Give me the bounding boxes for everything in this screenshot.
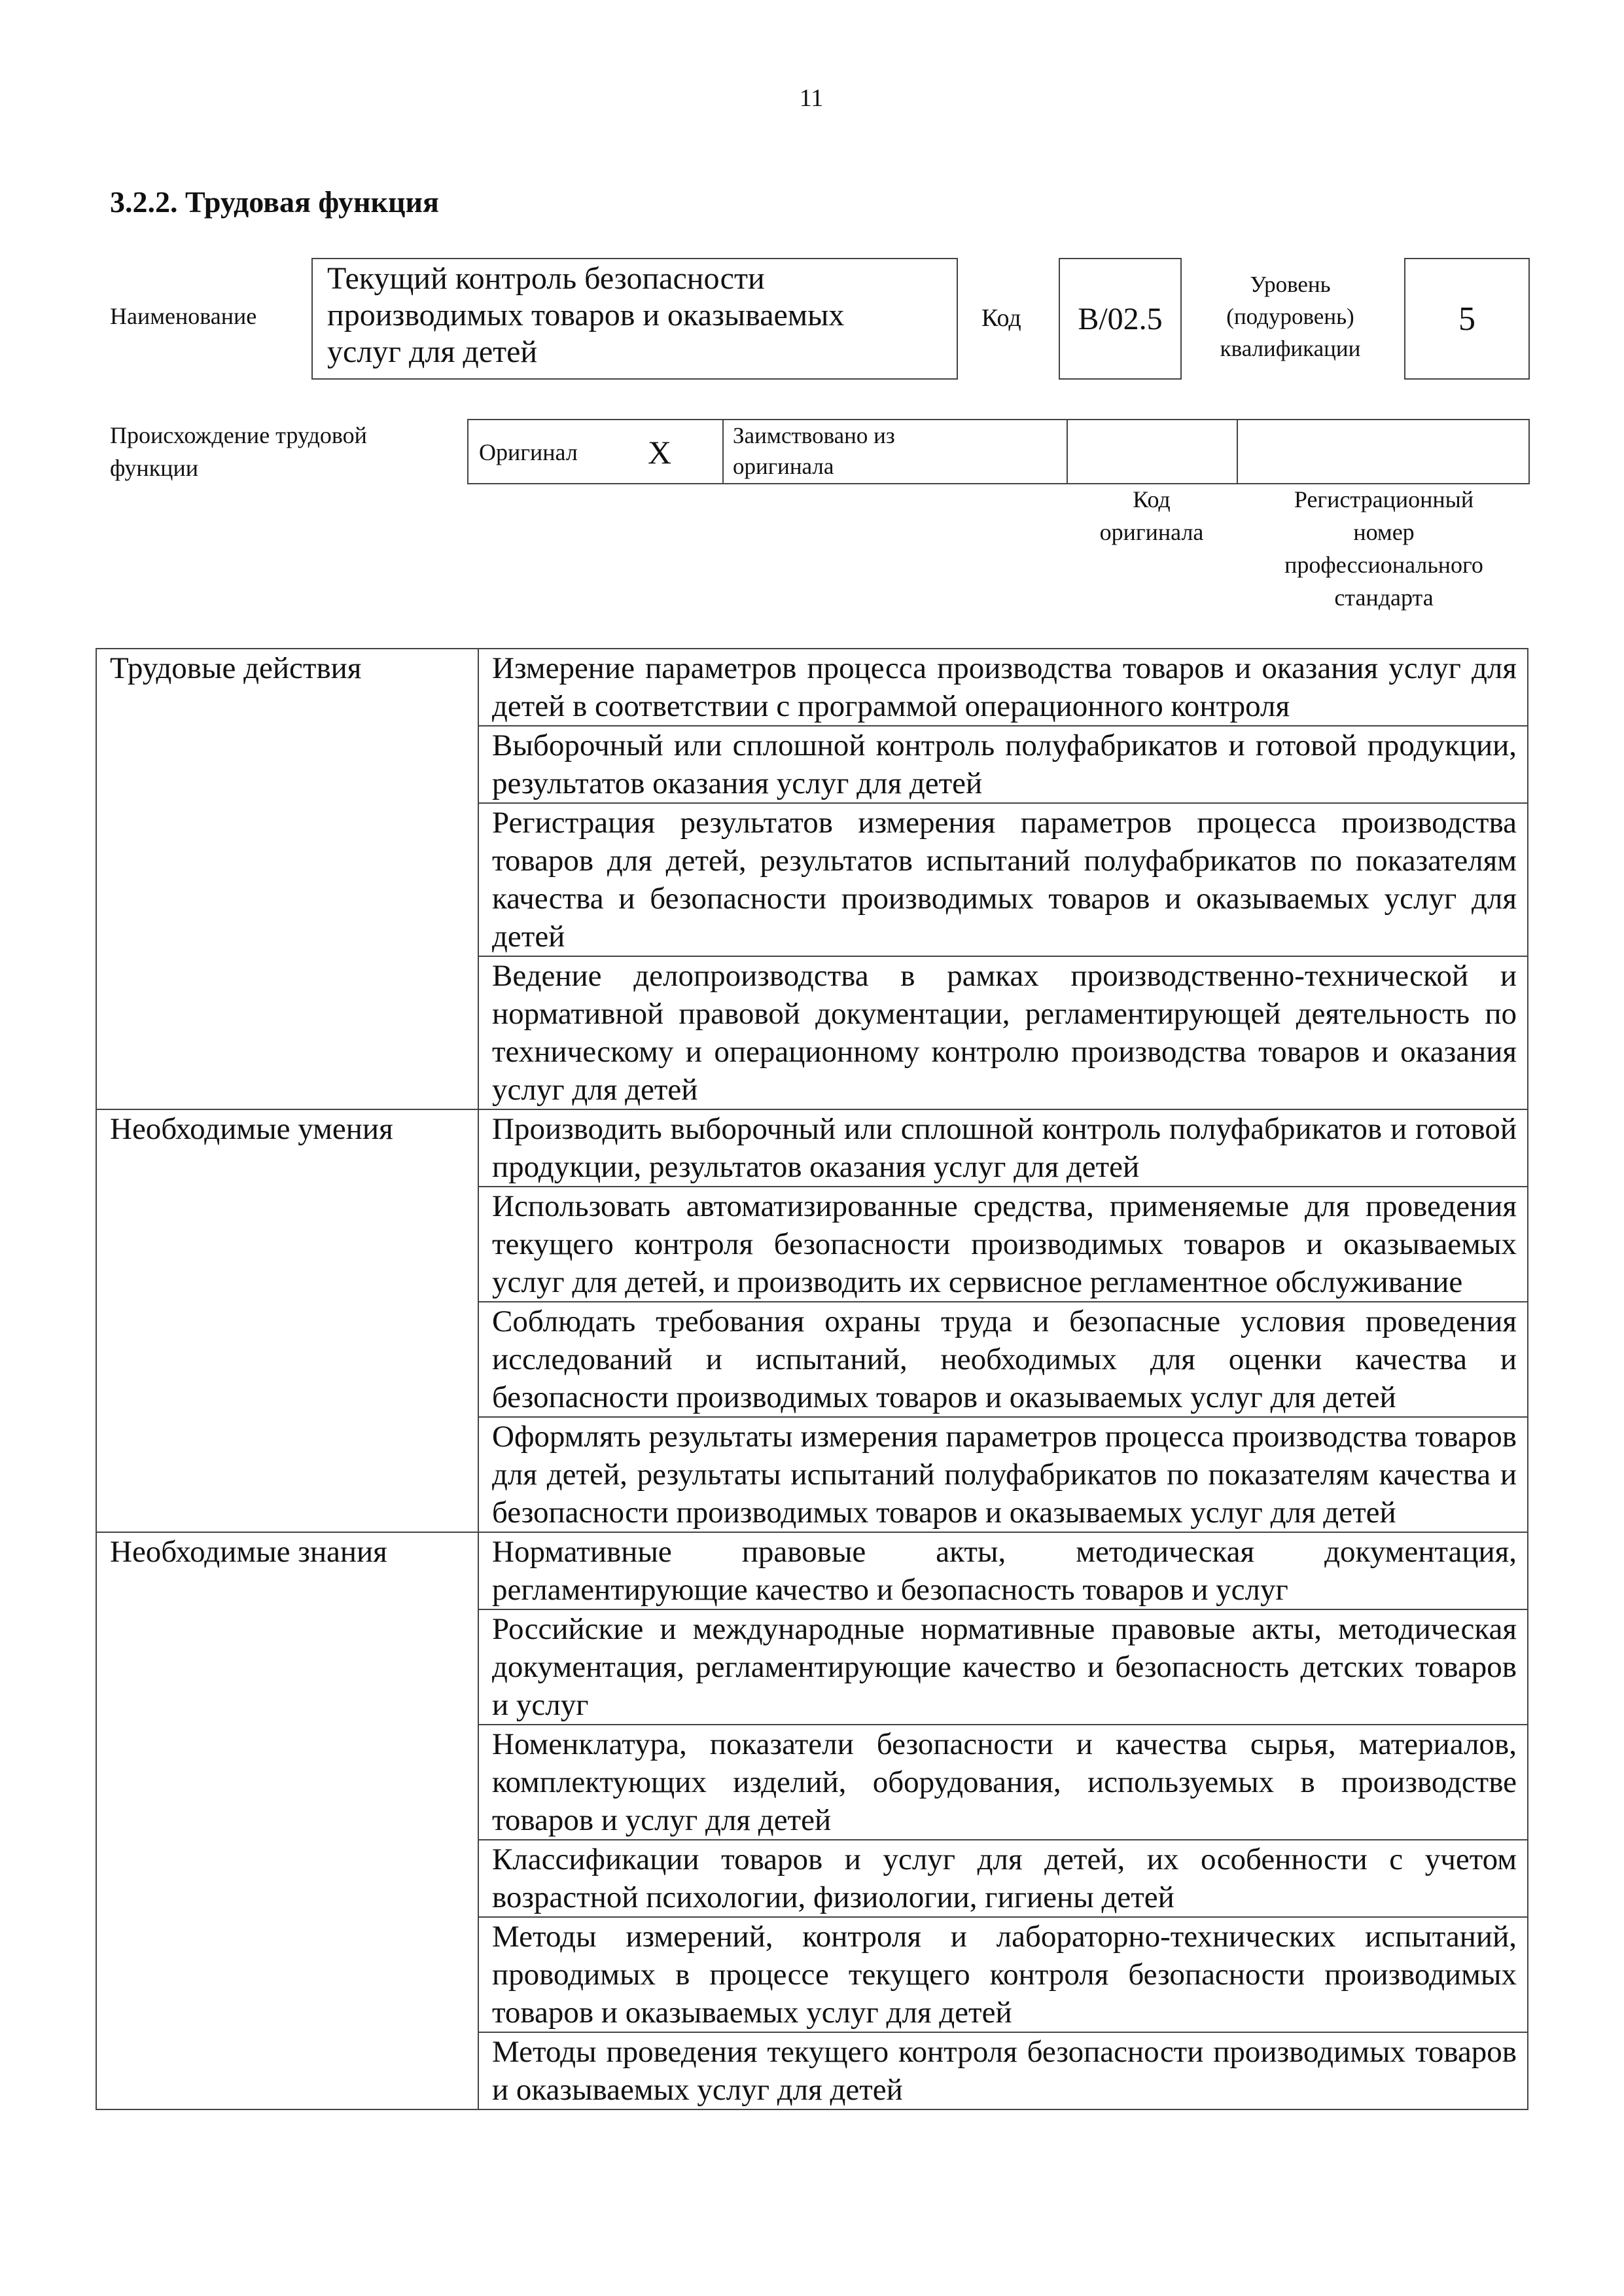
origin-label-line: Происхождение трудовой <box>110 422 367 448</box>
table-cell: Производить выборочный или сплошной контроль полуфабрикатов и готовой продукции, результатов оказания услуг для детей <box>478 1109 1528 1187</box>
table-row <box>96 1109 1528 1187</box>
registration-number-caption <box>1243 483 1525 614</box>
caption-line: Регистрационный <box>1294 486 1474 512</box>
section-title: Трудовые действия <box>96 649 478 1109</box>
section-heading: 3.2.2. Трудовая функция <box>110 185 439 219</box>
origin-borrowed-cell <box>724 420 1068 483</box>
origin-original-cell <box>468 420 724 483</box>
table-cell: Ведение делопроизводства в рамках производственно-технической и нормативной правовой документации, регламентирующей деятельность по техническому и операционному контролю производства товаров и оказания услуг для детей <box>478 956 1528 1109</box>
caption-line: профессионального <box>1284 552 1483 578</box>
table-cell: Нормативные правовые акты, методическая документация, регламентирующие качество и безопасность товаров и услуг <box>478 1532 1528 1609</box>
original-label: Оригинал <box>479 439 578 465</box>
original-code-caption <box>1067 483 1237 548</box>
caption-line: оригинала <box>1099 519 1204 545</box>
table-cell: Методы измерений, контроля и лабораторно-технических испытаний, проводимых в процессе текущего контроля безопасности производимых товаров и оказываемых услуг для детей <box>478 1917 1528 2032</box>
function-name-line: Текущий контроль безопасности <box>327 261 765 296</box>
level-label <box>1205 268 1375 365</box>
table-row <box>96 649 1528 726</box>
level-label-line: квалификации <box>1220 336 1361 361</box>
table-cell: Российские и международные нормативные правовые акты, методическая документация, регламентирующие качество и безопасность детских товаров и услуг <box>478 1609 1528 1725</box>
original-mark: X <box>648 434 672 471</box>
origin-label <box>110 419 437 484</box>
name-label: Наименование <box>110 303 257 329</box>
code-label: Код <box>981 304 1021 332</box>
function-details-table <box>96 648 1528 2110</box>
caption-line: стандарта <box>1334 584 1434 611</box>
table-cell: Методы проведения текущего контроля безопасности производимых товаров и оказываемых услуг для детей <box>478 2032 1528 2109</box>
origin-reg-cell <box>1238 420 1528 483</box>
table-cell: Оформлять результаты измерения параметров процесса производства товаров для детей, результаты испытаний полуфабрикатов по показателям качества и безопасности производимых товаров и оказываемых услуг для детей <box>478 1417 1528 1532</box>
function-name-box <box>311 258 958 380</box>
table-cell: Использовать автоматизированные средства, применяемые для проведения текущего контроля безопасности производимых товаров и оказываемых услуг для детей, и производить их сервисное регламентное обслуживание <box>478 1187 1528 1302</box>
table-cell: Классификации товаров и услуг для детей, их особенности с учетом возрастной психологии, физиологии, гигиены детей <box>478 1840 1528 1917</box>
origin-label-line: функции <box>110 455 198 481</box>
caption-line: Код <box>1133 486 1171 512</box>
table-cell: Регистрация результатов измерения параметров процесса производства товаров для детей, результатов испытаний полуфабрикатов по показателям качества и безопасности производимых товаров и оказываемых услуг для детей <box>478 803 1528 956</box>
page-number: 11 <box>799 84 824 112</box>
code-value: B/02.5 <box>1059 258 1182 380</box>
table-cell: Выборочный или сплошной контроль полуфабрикатов и готовой продукции, результатов оказания услуг для детей <box>478 726 1528 803</box>
table-cell: Соблюдать требования охраны труда и безопасные условия проведения исследований и испытаний, необходимых для оценки качества и безопасности производимых товаров и оказываемых услуг для детей <box>478 1302 1528 1417</box>
level-label-line: (подуровень) <box>1226 304 1354 329</box>
borrowed-line: Заимствовано из <box>733 423 895 448</box>
origin-code-cell <box>1068 420 1238 483</box>
level-label-line: Уровень <box>1250 272 1331 297</box>
origin-table <box>467 419 1530 484</box>
table-row <box>96 1532 1528 1609</box>
table-cell: Номенклатура, показатели безопасности и качества сырья, материалов, комплектующих изделий, оборудования, используемых в производстве товаров и услуг для детей <box>478 1725 1528 1840</box>
function-name-line: производимых товаров и оказываемых <box>327 298 845 332</box>
section-title: Необходимые умения <box>96 1109 478 1532</box>
table-cell: Измерение параметров процесса производства товаров и оказания услуг для детей в соответствии с программой операционного контроля <box>478 649 1528 726</box>
level-value: 5 <box>1404 258 1530 380</box>
borrowed-line: оригинала <box>733 454 834 479</box>
function-name-line: услуг для детей <box>327 334 538 369</box>
caption-line: номер <box>1353 519 1415 545</box>
section-title: Необходимые знания <box>96 1532 478 2109</box>
